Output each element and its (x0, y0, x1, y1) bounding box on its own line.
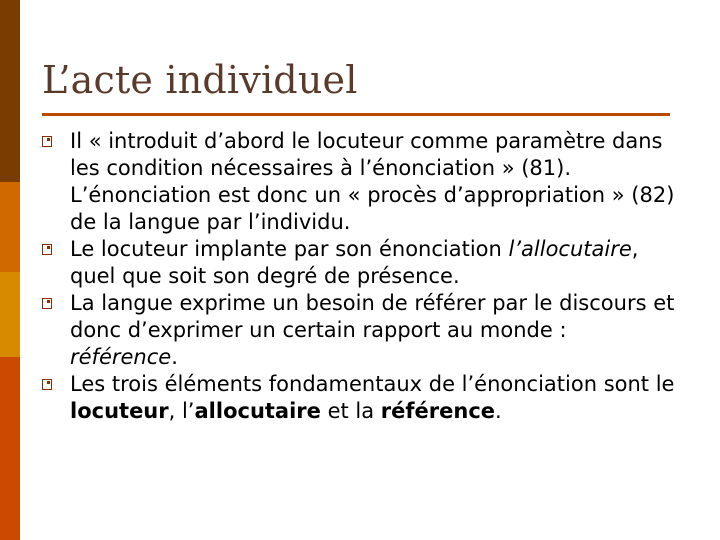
square-bullet-icon (42, 244, 52, 255)
bullet-strong: locuteur (70, 399, 169, 423)
bullet-item (42, 128, 677, 236)
bullet-strong: référence (380, 399, 496, 423)
side-accent-bar (0, 0, 20, 182)
square-bullet-icon (42, 298, 52, 309)
bullet-text: , quel que soit son degré de présence. (70, 237, 639, 288)
bullet-item (42, 371, 677, 425)
side-accent-bar (0, 357, 20, 540)
bullet-text: Le locuteur implante par son énonciation (70, 237, 509, 261)
title-underline (42, 113, 670, 116)
square-bullet-icon (42, 136, 52, 147)
bullet-emphasis: l’allocutaire (508, 237, 632, 261)
bullet-text: Il « introduit d’abord le locuteur comme paramètre dans les condition nécessaires à l’énonciation » (81). L’énonciation est donc un « procès d’appropriation » (82) de la langue par l’individu. (70, 129, 675, 234)
bullet-text: . (495, 399, 502, 423)
bullet-item (42, 290, 677, 371)
bullet-text: et la (320, 399, 381, 423)
side-accent-bar (0, 272, 20, 357)
bullet-item (42, 236, 677, 290)
slide-title: L’acte individuel (42, 58, 358, 102)
bullet-text: Les trois éléments fondamentaux de l’énonciation sont le (70, 372, 675, 396)
bullet-emphasis: référence (70, 345, 172, 369)
bullet-text: La langue exprime un besoin de référer par le discours et donc d’exprimer un certain rapport au monde : (70, 291, 675, 342)
square-bullet-icon (42, 379, 52, 390)
bullet-text: . (171, 345, 178, 369)
bullet-list (42, 128, 677, 425)
bullet-text: , l’ (168, 399, 195, 423)
side-accent-bar (0, 182, 20, 272)
bullet-strong: allocutaire (194, 399, 321, 423)
